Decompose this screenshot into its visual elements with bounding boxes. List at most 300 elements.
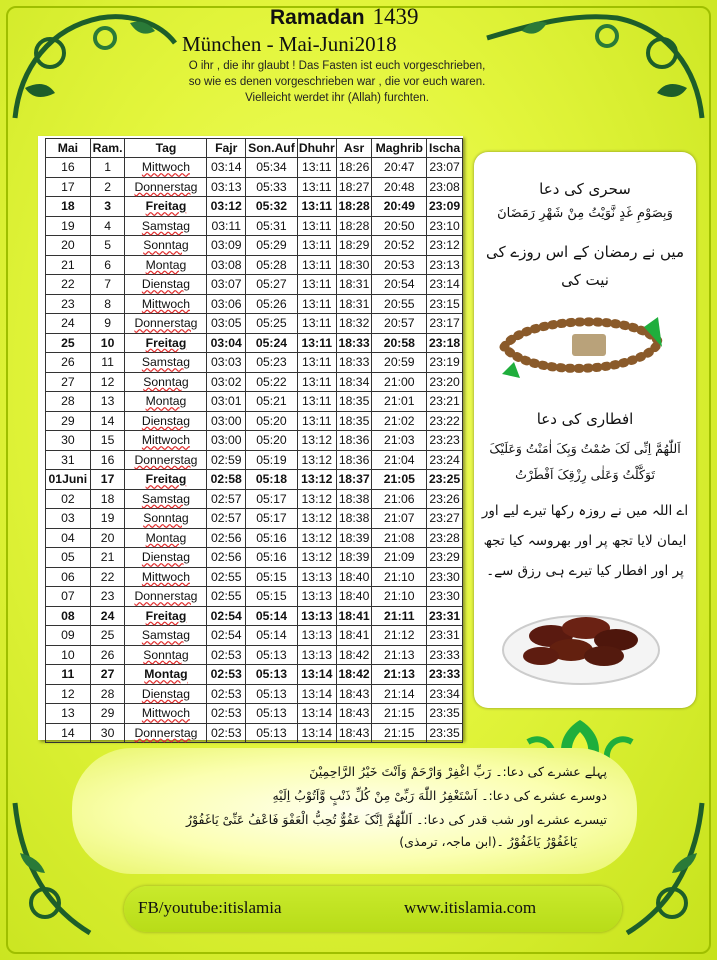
table-cell: Donnerstag	[125, 177, 207, 197]
table-cell: 05:15	[246, 567, 298, 587]
table-cell: 13:12	[297, 470, 336, 490]
dua-card	[474, 152, 696, 708]
table-cell: 22	[46, 275, 91, 295]
table-row	[46, 431, 463, 451]
table-cell: 21:11	[372, 606, 427, 626]
title-text: Ramadan	[270, 6, 365, 29]
table-cell: 25	[90, 626, 125, 646]
table-row	[46, 470, 463, 490]
table-row	[46, 509, 463, 529]
table-cell: 18:38	[336, 489, 372, 509]
table-cell: 21:06	[372, 489, 427, 509]
table-cell: 12	[90, 372, 125, 392]
table-cell: 23:14	[427, 275, 463, 295]
table-cell: 18:41	[336, 606, 372, 626]
table-cell: 18:35	[336, 392, 372, 412]
verse-line: so wie es denen vorgeschrieben war , die vor euch waren.	[188, 76, 486, 88]
table-cell: 03:08	[207, 255, 246, 275]
table-cell: 27	[90, 665, 125, 685]
table-cell: 18:26	[336, 158, 372, 178]
sehri-dua-urdu: میں نے رمضان کے اس روزے کی نیت کی	[486, 243, 684, 289]
table-cell: 23:22	[427, 411, 463, 431]
table-cell: 23:23	[427, 431, 463, 451]
table-cell: 03:01	[207, 392, 246, 412]
sehri-dua-arabic: وَبِصَوْمِ غَدٍ نَّوَيْتُ مِنْ شَهْرِ رَمَضَانَ	[497, 206, 673, 221]
table-cell: 15	[90, 431, 125, 451]
column-header: Asr	[336, 139, 372, 158]
table-cell: 02:58	[207, 470, 246, 490]
table-cell: 05:17	[246, 509, 298, 529]
table-cell: Donnerstag	[125, 314, 207, 334]
table-cell: 05:19	[246, 450, 298, 470]
table-cell: Mittwoch	[125, 431, 207, 451]
iftar-dua-urdu: اے اللہ میں نے روزہ رکھا تیرے لیے اور ایمان لایا تجھ پر اور بھروسہ کیا تجھ پر اور افطار کیا تیرے ہی رزق سے۔	[481, 503, 689, 579]
table-cell: 18:39	[336, 528, 372, 548]
table-cell: 10	[90, 333, 125, 353]
table-cell: 21:15	[372, 704, 427, 724]
table-cell: Samstag	[125, 489, 207, 509]
table-cell: 05:24	[246, 333, 298, 353]
table-cell: 05:13	[246, 723, 298, 743]
table-cell: 20:48	[372, 177, 427, 197]
table-cell: 29	[90, 704, 125, 724]
table-cell: 21:14	[372, 684, 427, 704]
table-cell: 13:11	[297, 197, 336, 217]
table-cell: 20:54	[372, 275, 427, 295]
table-row	[46, 255, 463, 275]
table-row	[46, 704, 463, 724]
table-cell: 23:24	[427, 450, 463, 470]
table-cell: 20:47	[372, 158, 427, 178]
table-cell: 02:57	[207, 509, 246, 529]
table-row	[46, 723, 463, 743]
table-cell: 23:35	[427, 723, 463, 743]
table-cell: 21:10	[372, 587, 427, 607]
table-cell: 13:13	[297, 587, 336, 607]
table-cell: 23:33	[427, 665, 463, 685]
page-title	[270, 4, 419, 30]
table-cell: 04	[46, 528, 91, 548]
table-cell: 23	[46, 294, 91, 314]
prayer-timetable	[45, 138, 463, 743]
table-cell: Freitag	[125, 333, 207, 353]
table-cell: 23:13	[427, 255, 463, 275]
table-cell: 20:52	[372, 236, 427, 256]
table-cell: 13:12	[297, 489, 336, 509]
table-cell: 02:53	[207, 684, 246, 704]
table-cell: 13:11	[297, 294, 336, 314]
third-ashra-dua-continued: يَاغَفُوْرُ يَاغَفُوْرُ ۔(ابن ماجہ، ترمذی)	[399, 834, 577, 849]
table-cell: 05:13	[246, 684, 298, 704]
iftar-dua-heading: افطاری کی دعا	[536, 410, 634, 428]
table-cell: 18:40	[336, 587, 372, 607]
table-cell: 23:33	[427, 645, 463, 665]
table-cell: 21	[46, 255, 91, 275]
table-cell: 03:03	[207, 353, 246, 373]
table-cell: 23	[90, 587, 125, 607]
table-cell: 18:36	[336, 450, 372, 470]
table-cell: 14	[90, 411, 125, 431]
table-cell: 23:15	[427, 294, 463, 314]
table-cell: 12	[46, 684, 91, 704]
table-cell: 13:14	[297, 684, 336, 704]
table-cell: 07	[46, 587, 91, 607]
table-cell: 24	[46, 314, 91, 334]
table-cell: Donnerstag	[125, 723, 207, 743]
table-row	[46, 645, 463, 665]
table-cell: 23:28	[427, 528, 463, 548]
table-cell: 18:43	[336, 704, 372, 724]
quran-verse	[148, 58, 526, 106]
verse-line: Vielleicht werdet ihr (Allah) furchten.	[245, 92, 429, 104]
column-header: Dhuhr	[297, 139, 336, 158]
table-cell: 3	[90, 197, 125, 217]
table-cell: 13:12	[297, 431, 336, 451]
column-header: Ischa	[427, 139, 463, 158]
table-row	[46, 216, 463, 236]
table-cell: 21:07	[372, 509, 427, 529]
table-cell: 24	[90, 606, 125, 626]
title-year: 1439	[372, 4, 419, 29]
column-header: Tag	[125, 139, 207, 158]
table-cell: Sonntag	[125, 509, 207, 529]
table-cell: 03:05	[207, 314, 246, 334]
table-cell: 16	[90, 450, 125, 470]
table-cell: 29	[46, 411, 91, 431]
table-cell: 13:13	[297, 567, 336, 587]
table-cell: 05:32	[246, 197, 298, 217]
table-cell: 06	[46, 567, 91, 587]
column-header: Son.Auf	[246, 139, 298, 158]
table-cell: 23:27	[427, 509, 463, 529]
table-cell: 13:13	[297, 606, 336, 626]
table-cell: 03:02	[207, 372, 246, 392]
table-cell: 17	[90, 470, 125, 490]
table-cell: 27	[46, 372, 91, 392]
table-row	[46, 411, 463, 431]
table-cell: 18	[46, 197, 91, 217]
table-cell: 23:10	[427, 216, 463, 236]
table-cell: 05:27	[246, 275, 298, 295]
table-cell: 20:59	[372, 353, 427, 373]
table-cell: 23:07	[427, 158, 463, 178]
table-cell: Freitag	[125, 606, 207, 626]
table-cell: 03:04	[207, 333, 246, 353]
table-cell: Sonntag	[125, 372, 207, 392]
table-cell: 30	[46, 431, 91, 451]
table-cell: 14	[46, 723, 91, 743]
table-cell: 18:32	[336, 314, 372, 334]
table-cell: 13:11	[297, 392, 336, 412]
table-cell: 13:13	[297, 645, 336, 665]
table-cell: 02:53	[207, 645, 246, 665]
table-row	[46, 567, 463, 587]
table-cell: 13:13	[297, 626, 336, 646]
social-handle[interactable]: FB/youtube:itislamia	[138, 898, 282, 917]
table-cell: 23:20	[427, 372, 463, 392]
table-cell: 05:20	[246, 411, 298, 431]
table-cell: 21:13	[372, 665, 427, 685]
table-cell: 23:08	[427, 177, 463, 197]
table-cell: 02:54	[207, 606, 246, 626]
table-cell: 13:11	[297, 216, 336, 236]
table-cell: 18:42	[336, 665, 372, 685]
table-cell: Montag	[125, 665, 207, 685]
table-cell: 18:42	[336, 645, 372, 665]
table-cell: 5	[90, 236, 125, 256]
table-cell: 18:33	[336, 333, 372, 353]
table-cell: 11	[90, 353, 125, 373]
table-cell: Freitag	[125, 197, 207, 217]
dates-bowl-image	[496, 588, 666, 688]
table-cell: 18:28	[336, 197, 372, 217]
table-cell: Dienstag	[125, 548, 207, 568]
column-header: Fajr	[207, 139, 246, 158]
table-cell: 22	[90, 567, 125, 587]
table-cell: 05:18	[246, 470, 298, 490]
table-cell: 8	[90, 294, 125, 314]
table-cell: 05:31	[246, 216, 298, 236]
table-cell: 26	[46, 353, 91, 373]
table-cell: 03:13	[207, 177, 246, 197]
table-cell: 03:12	[207, 197, 246, 217]
table-cell: 18:31	[336, 275, 372, 295]
table-cell: Samstag	[125, 353, 207, 373]
table-cell: 18	[90, 489, 125, 509]
table-cell: 13:14	[297, 704, 336, 724]
table-cell: 23:09	[427, 197, 463, 217]
table-cell: 18:39	[336, 548, 372, 568]
table-cell: 08	[46, 606, 91, 626]
table-cell: 20:49	[372, 197, 427, 217]
table-cell: 13	[90, 392, 125, 412]
table-cell: 05:17	[246, 489, 298, 509]
table-cell: 9	[90, 314, 125, 334]
table-cell: 05:16	[246, 528, 298, 548]
table-cell: 13:11	[297, 333, 336, 353]
table-cell: 05:29	[246, 236, 298, 256]
table-row	[46, 548, 463, 568]
table-cell: 18:36	[336, 431, 372, 451]
table-row	[46, 158, 463, 178]
website-link[interactable]: www.itislamia.com	[404, 898, 537, 917]
table-cell: 05:16	[246, 548, 298, 568]
column-header: Maghrib	[372, 139, 427, 158]
table-cell: Donnerstag	[125, 587, 207, 607]
table-cell: 05	[46, 548, 91, 568]
table-cell: 13:11	[297, 177, 336, 197]
table-cell: 1	[90, 158, 125, 178]
table-cell: 23:30	[427, 567, 463, 587]
table-cell: 09	[46, 626, 91, 646]
table-cell: Mittwoch	[125, 158, 207, 178]
table-cell: Donnerstag	[125, 450, 207, 470]
prayer-timetable-card	[38, 136, 463, 740]
table-cell: 02:54	[207, 626, 246, 646]
column-header: Mai	[46, 139, 91, 158]
table-cell: 18:38	[336, 509, 372, 529]
table-cell: 02:55	[207, 587, 246, 607]
table-row	[46, 528, 463, 548]
table-cell: 05:13	[246, 665, 298, 685]
table-cell: Mittwoch	[125, 567, 207, 587]
table-cell: 16	[46, 158, 91, 178]
table-cell: 03:14	[207, 158, 246, 178]
table-cell: 03:11	[207, 216, 246, 236]
page-subtitle: München - Mai-Juni2018	[182, 32, 397, 56]
table-cell: 20	[46, 236, 91, 256]
table-cell: 21:12	[372, 626, 427, 646]
table-cell: 05:23	[246, 353, 298, 373]
table-cell: 18:40	[336, 567, 372, 587]
table-cell: Dienstag	[125, 684, 207, 704]
table-cell: 21:13	[372, 645, 427, 665]
table-cell: 05:22	[246, 372, 298, 392]
table-cell: 05:13	[246, 645, 298, 665]
table-row	[46, 177, 463, 197]
table-cell: 13:11	[297, 275, 336, 295]
table-row	[46, 372, 463, 392]
table-cell: 20:55	[372, 294, 427, 314]
table-cell: 26	[90, 645, 125, 665]
table-cell: 23:18	[427, 333, 463, 353]
table-cell: 13:12	[297, 509, 336, 529]
table-cell: 23:34	[427, 684, 463, 704]
table-cell: 05:14	[246, 626, 298, 646]
table-cell: 13:14	[297, 665, 336, 685]
table-cell: 13:11	[297, 255, 336, 275]
table-cell: 23:31	[427, 606, 463, 626]
table-cell: 02	[46, 489, 91, 509]
table-cell: Montag	[125, 528, 207, 548]
table-cell: 18:37	[336, 470, 372, 490]
table-cell: 03:00	[207, 431, 246, 451]
table-cell: 02:55	[207, 567, 246, 587]
table-cell: 02:56	[207, 548, 246, 568]
table-cell: 02:53	[207, 665, 246, 685]
ashra-duas-box	[72, 748, 637, 874]
table-cell: 05:21	[246, 392, 298, 412]
table-row	[46, 684, 463, 704]
table-header-row	[46, 139, 463, 158]
table-cell: 31	[46, 450, 91, 470]
table-cell: 25	[46, 333, 91, 353]
table-cell: 21:01	[372, 392, 427, 412]
table-cell: 23:26	[427, 489, 463, 509]
verse-line: O ihr , die ihr glaubt ! Das Fasten ist euch vorgeschrieben,	[188, 60, 486, 72]
table-cell: Samstag	[125, 216, 207, 236]
table-cell: 23:31	[427, 626, 463, 646]
table-cell: 21:03	[372, 431, 427, 451]
table-cell: 20:53	[372, 255, 427, 275]
table-cell: 23:19	[427, 353, 463, 373]
table-cell: 28	[46, 392, 91, 412]
table-cell: Sonntag	[125, 236, 207, 256]
table-cell: 03:06	[207, 294, 246, 314]
table-row	[46, 665, 463, 685]
table-cell: 18:43	[336, 723, 372, 743]
table-cell: 18:41	[336, 626, 372, 646]
table-cell: 21:04	[372, 450, 427, 470]
table-cell: 03:09	[207, 236, 246, 256]
table-cell: 7	[90, 275, 125, 295]
table-cell: 03:00	[207, 411, 246, 431]
table-cell: Dienstag	[125, 411, 207, 431]
table-cell: 17	[46, 177, 91, 197]
table-row	[46, 314, 463, 334]
table-row	[46, 489, 463, 509]
table-cell: 13:12	[297, 548, 336, 568]
table-cell: 13:11	[297, 411, 336, 431]
table-cell: 11	[46, 665, 91, 685]
table-cell: 02:53	[207, 723, 246, 743]
sehri-dua-heading: سحری کی دعا	[539, 180, 631, 198]
table-row	[46, 333, 463, 353]
table-cell: 23:29	[427, 548, 463, 568]
table-cell: 03:07	[207, 275, 246, 295]
table-cell: 18:31	[336, 294, 372, 314]
table-cell: 01Juni	[46, 470, 91, 490]
table-cell: 21:00	[372, 372, 427, 392]
table-cell: 18:34	[336, 372, 372, 392]
table-cell: 05:15	[246, 587, 298, 607]
table-cell: 20:57	[372, 314, 427, 334]
prayer-beads-image	[494, 312, 670, 382]
table-cell: 19	[46, 216, 91, 236]
table-cell: 20	[90, 528, 125, 548]
table-cell: 20:58	[372, 333, 427, 353]
table-cell: 18:29	[336, 236, 372, 256]
table-cell: Mittwoch	[125, 704, 207, 724]
column-header: Ram.	[90, 139, 125, 158]
third-ashra-dua: تیسرے عشرے اور شب قدر کی دعا:۔ اَللّٰهُمَّ اِنَّکَ عَفُوٌّ تُحِبُّ الْعَفْوَ فَاعْفُ عَنِّیْ يَاغَفُوْرُ	[186, 812, 607, 827]
table-cell: 30	[90, 723, 125, 743]
table-cell: 18:27	[336, 177, 372, 197]
table-cell: Samstag	[125, 626, 207, 646]
table-cell: 13	[46, 704, 91, 724]
table-cell: 20:50	[372, 216, 427, 236]
table-cell: 2	[90, 177, 125, 197]
table-row	[46, 450, 463, 470]
table-row	[46, 353, 463, 373]
table-cell: 02:53	[207, 704, 246, 724]
table-cell: 05:14	[246, 606, 298, 626]
footer-bar	[124, 886, 622, 932]
table-row	[46, 294, 463, 314]
table-cell: 02:59	[207, 450, 246, 470]
table-cell: 13:14	[297, 723, 336, 743]
table-cell: 23:17	[427, 314, 463, 334]
table-cell: 05:28	[246, 255, 298, 275]
table-cell: 13:12	[297, 528, 336, 548]
table-cell: 28	[90, 684, 125, 704]
table-cell: 05:13	[246, 704, 298, 724]
table-cell: 19	[90, 509, 125, 529]
table-cell: 13:11	[297, 353, 336, 373]
table-cell: 21:09	[372, 548, 427, 568]
table-cell: Dienstag	[125, 275, 207, 295]
table-cell: 6	[90, 255, 125, 275]
table-cell: 21:05	[372, 470, 427, 490]
table-cell: 18:43	[336, 684, 372, 704]
table-cell: Freitag	[125, 470, 207, 490]
table-cell: 05:33	[246, 177, 298, 197]
table-cell: 21:15	[372, 723, 427, 743]
table-row	[46, 626, 463, 646]
table-cell: 05:34	[246, 158, 298, 178]
table-body	[46, 158, 463, 743]
table-cell: 23:25	[427, 470, 463, 490]
